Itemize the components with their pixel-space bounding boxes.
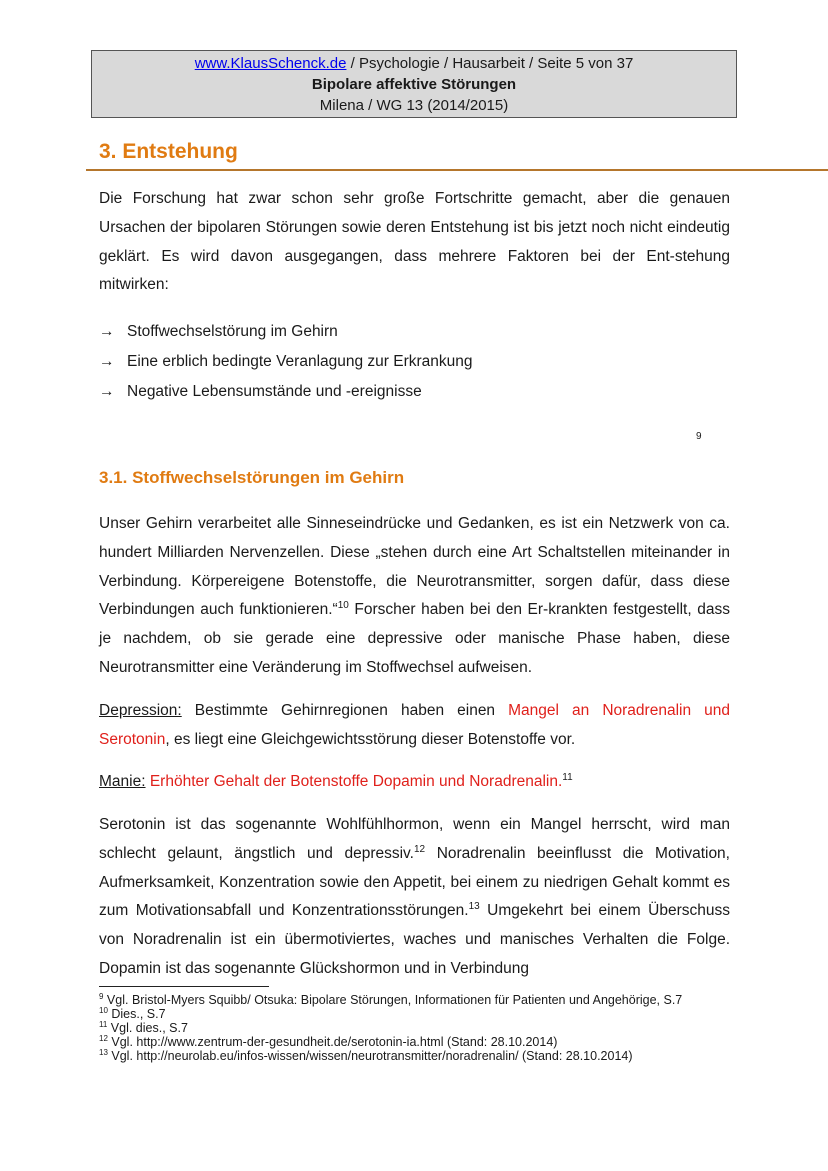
subsection-heading: 3.1. Stoffwechselstörungen im Gehirn: [99, 468, 405, 487]
arrow-icon: →: [99, 383, 115, 400]
footnote-marker: 12: [413, 843, 426, 855]
heading-divider: [86, 169, 828, 171]
footnote: $^{13}$ Vgl. http://neurolab.eu/infos-wissen/wissen/neurotransmitter/noradrenalin/ (Stand: 28.10.2014): [99, 1047, 633, 1063]
intro-paragraph: Die Forschung hat zwar schon sehr große Fortschritte gemacht, aber die genauen Ursachen der bipolaren Störungen sowie deren Entstehung ist bis jetzt noch nicht eindeutig geklärt. Es wird davon ausgegangen, dass mehrere Faktoren bei der Ent-stehung mitwirken:: [99, 190, 730, 294]
footnote: $^{12}$ Vgl. http://www.zentrum-der-gesundheit.de/serotonin-ia.html (Stand: 28.10.2014): [99, 1033, 558, 1049]
paragraph-depression: Depression: Bestimmte Gehirnregionen haben einen Mangel an Noradrenalin und Serotonin, es liegt eine Gleichgewichtsstörung dieser Botenstoffe vor.: [99, 702, 730, 748]
document-title: Bipolare affektive Störungen: [311, 76, 517, 93]
header-path: / Psychologie / Hausarbeit / Seite 5 von 37: [346, 55, 634, 72]
highlighted-text: Mangel an Noradrenalin und Serotonin: [99, 702, 730, 748]
footnotes: [99, 993, 739, 1063]
footnote-marker: 13: [468, 901, 480, 913]
section-heading-entstehung: 3. Entstehung: [99, 140, 238, 163]
footnote-marker: 11: [562, 771, 573, 783]
paragraph-serotonin: Serotonin ist das sogenannte Wohlfühlhormon, wenn ein Mangel herrscht, wird man schlecht gelaunt, ängstlich und depressiv.$^{12}$ Noradrenalin beeinflusst die Motivation, Aufmerksamkeit, Konzentration sowie den Appetit, bei einem zu niedrigen Gehalt kommt es zum Motivationsabfall und Konzentrationsstörungen.$^{13}$ Umgekehrt bei einem Überschuss von Noradrenalin ist ein übermotiviertes, waches und manisches Verhalten die Folge. Dopamin ist das sogenannte Glückshormon und in Verbindung: [99, 816, 730, 977]
header-line-1: [92, 53, 736, 74]
list-item: → Negative Lebensumstände und -ereignisse: [99, 377, 473, 407]
footnote-reference: 9: [696, 431, 702, 442]
factor-list: [99, 317, 473, 407]
footnote: $^{10}$ Dies., S.7: [99, 1005, 166, 1021]
depression-label: Depression:: [99, 702, 182, 719]
manie-label: Manie:: [99, 773, 146, 790]
footnote: $^{11}$ Vgl. dies., S.7: [99, 1019, 188, 1035]
paragraph-nervenzellen: Unser Gehirn verarbeitet alle Sinneseindrücke und Gedanken, es ist ein Netzwerk von ca. hundert Milliarden Nervenzellen. Diese „stehen durch eine Art Schaltstellen miteinander in Verbindung. Körpereigene Botenstoffe, die Neurotransmitter, sorgen dafür, dass diese Verbindungen auch funktionieren.“$^{10}$ Forscher haben bei den Er-krankten festgestellt, dass je nachdem, ob sie gerade eine depressive oder manische Phase haben, diese Neurotransmitter eine Veränderung im Stoffwechsel aufweisen.: [99, 515, 730, 676]
paragraph-manie: [99, 768, 730, 797]
list-item: → Eine erblich bedingte Veranlagung zur Erkrankung: [99, 347, 473, 377]
page-header: [91, 50, 737, 118]
footnote-divider: [99, 986, 269, 987]
list-item: → Stoffwechselstörung im Gehirn: [99, 317, 473, 347]
author-line: Milena / WG 13 (2014/2015): [319, 97, 509, 114]
footnote: $^9$ Vgl. Bristol-Myers Squibb/ Otsuka: Bipolare Störungen, Informationen für Patienten und Angehörige, S.7: [99, 991, 683, 1007]
footnote-marker: 10: [337, 600, 349, 612]
site-link[interactable]: www.KlausSchenck.de: [194, 55, 347, 72]
arrow-icon: →: [99, 323, 115, 340]
highlighted-text: Erhöhter Gehalt der Botenstoffe Dopamin und Noradrenalin.: [145, 773, 563, 790]
arrow-icon: →: [99, 353, 115, 370]
